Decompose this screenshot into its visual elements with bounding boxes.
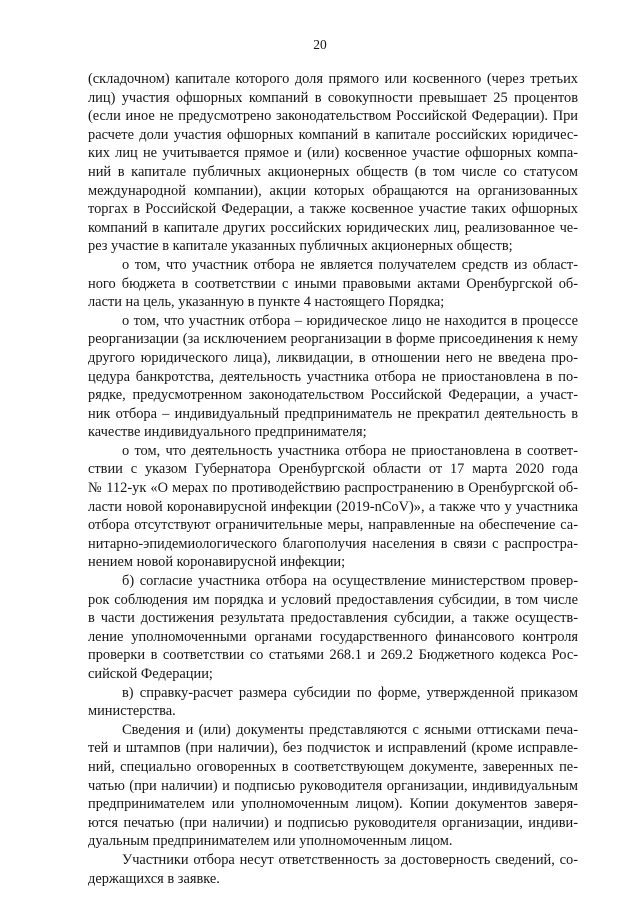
text-line: сийской Федерации; [88,666,213,682]
text-line: чатью (при наличии) и подписью руководителя организации, индивидуальным [88,777,578,794]
text-line: рок соблюдения им порядка и условий предоставления субсидии, в том числе [88,591,578,608]
text-line: в) справку-расчет размера субсидии по форме, утвержденной приказом [122,684,578,701]
text-line: (складочном) капитале которого доля прямого или косвенного (через третьих [88,71,578,87]
page-number: 20 [313,37,327,52]
text-line: ний, специально оговоренных в соответствующем документе, заверенных пе- [88,758,578,775]
text-line: расчете доли участия офшорных компаний в капитале российских юридичес- [88,126,578,143]
text-line: нением новой коронавирусной инфекции; [88,554,346,571]
text-line: нитарно-эпидемиологического благополучия населения в связи с распростра- [88,535,578,552]
text-line: международной компании), акции которых обращаются на организованных [88,182,578,199]
text-line: другого юридического лица), ликвидации, в отношении него не введена про- [88,349,578,366]
text-line: ются печатью (при наличии) и подписью руководителя организации, индиви- [88,814,578,831]
text-line: о том, что участник отбора – юридическое лицо не находится в процессе [122,312,578,329]
text-line: рядке, предусмотренном законодательством Российской Федерации, а участ- [88,387,578,404]
text-line: рез участие в капитале указанных публичных акционерных обществ; [88,238,513,255]
text-line: ник отбора – индивидуальный предприниматель не прекратил деятельность в [88,405,578,422]
text-line: ласти новой коронавирусной инфекции (2019-nCoV)», а также что у участника [88,498,578,515]
text-line: ний в капитале публичных акционерных обществ (в том числе со статусом [88,163,578,180]
text-line: ствии с указом Губернатора Оренбургской области от 17 марта 2020 года [88,461,578,478]
text-line: реорганизации (за исключением реорганизации в форме присоединения к нему [88,331,578,348]
text-line: Участники отбора несут ответственность за достоверность сведений, со- [122,851,578,868]
text-line: тей и штампов (при наличии), без подчисток и исправлений (кроме исправле- [88,740,578,757]
text-line: лиц) участия офшорных компаний в совокупности превышает 25 процентов [88,89,578,106]
text-line: отбора отсутствуют ограничительные меры, направленные на обеспечение са- [88,517,578,534]
text-line: предпринимателем или уполномоченным лицом). Копии документов заверя- [88,796,578,813]
document-body [88,70,578,888]
text-line: Сведения и (или) документы представляются с ясными оттисками печа- [122,721,578,738]
text-line: ких лиц не учитывается прямое и (или) косвенное участие офшорных компа- [88,145,578,162]
text-line: компаний в капитале других российских юридических лиц, реализованное че- [88,219,578,236]
text-line: в части достижения результата предоставления субсидии, а также осуществ- [88,610,578,627]
text-line: торгах в Российской Федерации, а также косвенное участие таких офшорных [88,201,578,218]
text-line: проверки в соответствии со статьями 268.1 и 269.2 Бюджетного кодекса Рос- [88,647,578,664]
text-line: министерства. [88,703,176,720]
text-line: б) согласие участника отбора на осуществление министерством провер- [122,573,578,590]
text-line: (если иное не предусмотрено законодательством Российской Федерации). При [88,108,578,125]
text-line: качестве индивидуального предпринимателя; [88,424,367,441]
text-line: о том, что деятельность участника отбора не приостановлена в соответ- [122,442,578,459]
text-line: № 112-ук «О мерах по противодействию распространению в Оренбургской об- [88,480,578,497]
text-line: ление уполномоченными органами государственного финансового контроля [88,628,578,645]
text-line: ласти на цель, указанную в пункте 4 настоящего Порядка; [88,294,445,311]
text-line: ного бюджета в соответствии с иными правовыми актами Оренбургской об- [88,275,578,292]
text-line: о том, что участник отбора не является получателем средств из област- [122,256,578,273]
text-line: цедура банкротства, деятельность участника отбора не приостановлена в по- [88,368,578,385]
text-line: держащихся в заявке. [88,870,220,887]
text-line: дуальным предпринимателем или уполномоченным лицом. [88,833,453,850]
